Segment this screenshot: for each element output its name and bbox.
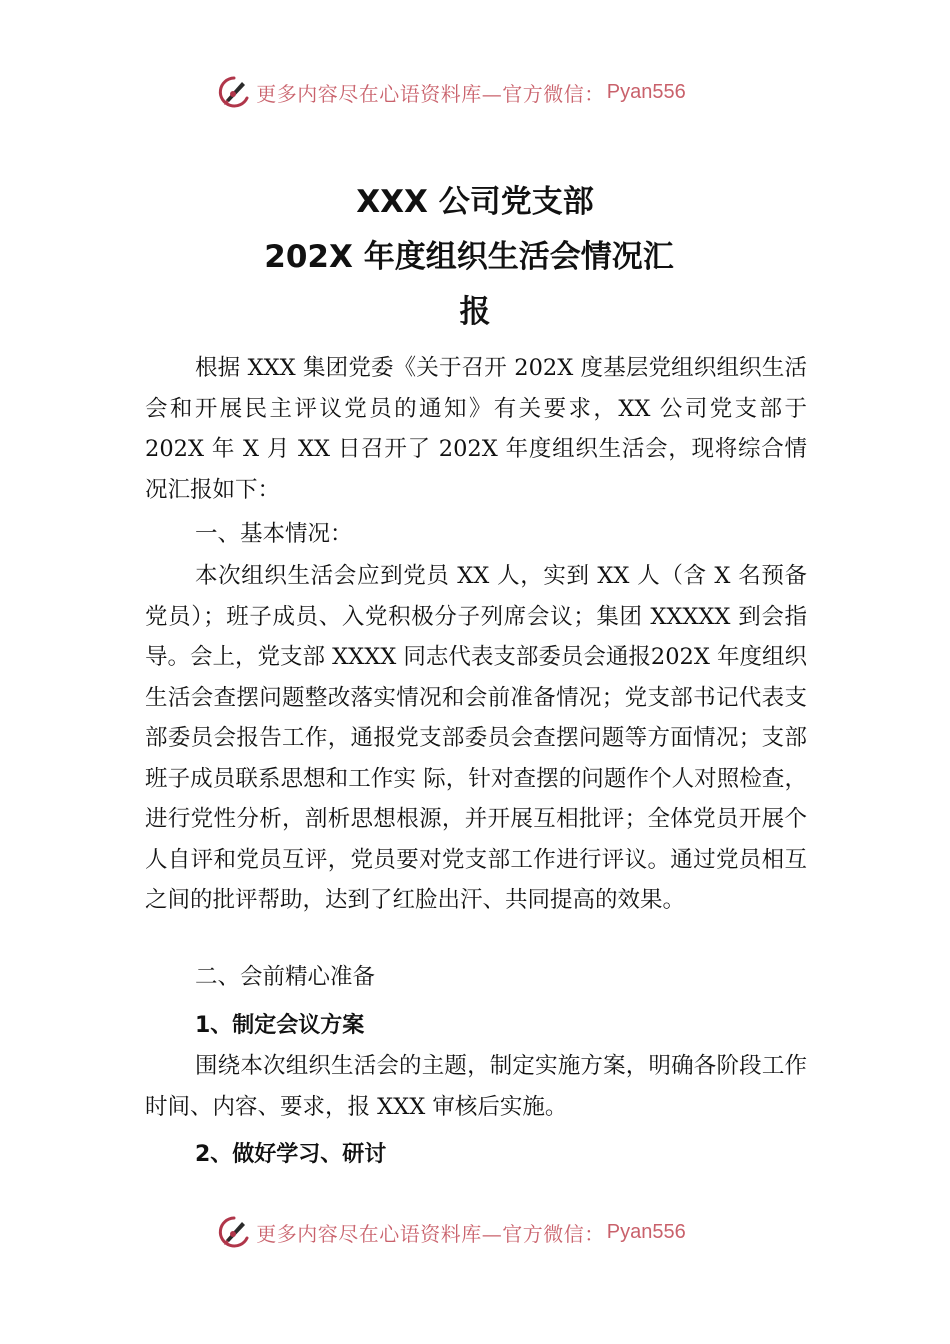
section-2-heading: 二、会前精心准备 [195,964,376,990]
section-1-heading: 一、基本情况： [195,521,353,547]
intro-paragraph: 根据 XXX 集团党委《关于召开 202X 度基层党组织组织生活会和开展民主评议党员的通知》有关要求，XX 公司党支部于 202X 年 X 月 XX 日召开了 202X 年度组织生活会，现将综合情况汇报如下： [145,355,807,503]
header-banner [0,72,950,112]
quill-logo-icon [216,74,252,110]
document-title-line-1: XXX 公司党支部 [356,184,594,220]
banner-text: 更多内容尽在心语资料库—官方微信： [256,1221,605,1246]
quill-logo-icon [216,1214,252,1250]
footer-banner [0,1212,950,1252]
subsection-1-heading: 1、制定会议方案 [195,1013,365,1038]
subsection-1-paragraph: 围绕本次组织生活会的主题，制定实施方案，明确各阶段工作时间、内容、要求，报 XXX 审核后实施。 [145,1053,807,1120]
document-title-line-3: 报 [459,294,491,330]
banner-wechat-id: Pyan556 [606,80,686,103]
document-title-line-2: 202X 年度组织生活会情况汇 [264,239,674,275]
subsection-2-heading: 2、做好学习、研讨 [195,1142,387,1167]
section-1-paragraph: 本次组织生活会应到党员 XX 人，实到 XX 人（含 X 名预备党员）；班子成员、入党积极分子列席会议；集团 XXXXX 到会指导。会上，党支部 XXXX 同志代表支部委员会通报202X 年度组织生活会查摆问题整改落实情况和会前准备情况；党支部书记代表支部委员会报告工作，通报党支部委员会查摆问题等方面情况；支部班子成员联系思想和工作实 际，针对查摆的问题作个人对照检查，进行党性分析，剖析思想根源，并开展互相批评；全体党员开展个人自评和党员互评，党员要对党支部工作进行评议。通过党员相互之间的批评帮助，达到了红脸出汗、共同提高的效果。 [145,563,807,913]
banner-wechat-id: Pyan556 [606,1220,686,1243]
banner-text: 更多内容尽在心语资料库—官方微信： [256,81,605,106]
